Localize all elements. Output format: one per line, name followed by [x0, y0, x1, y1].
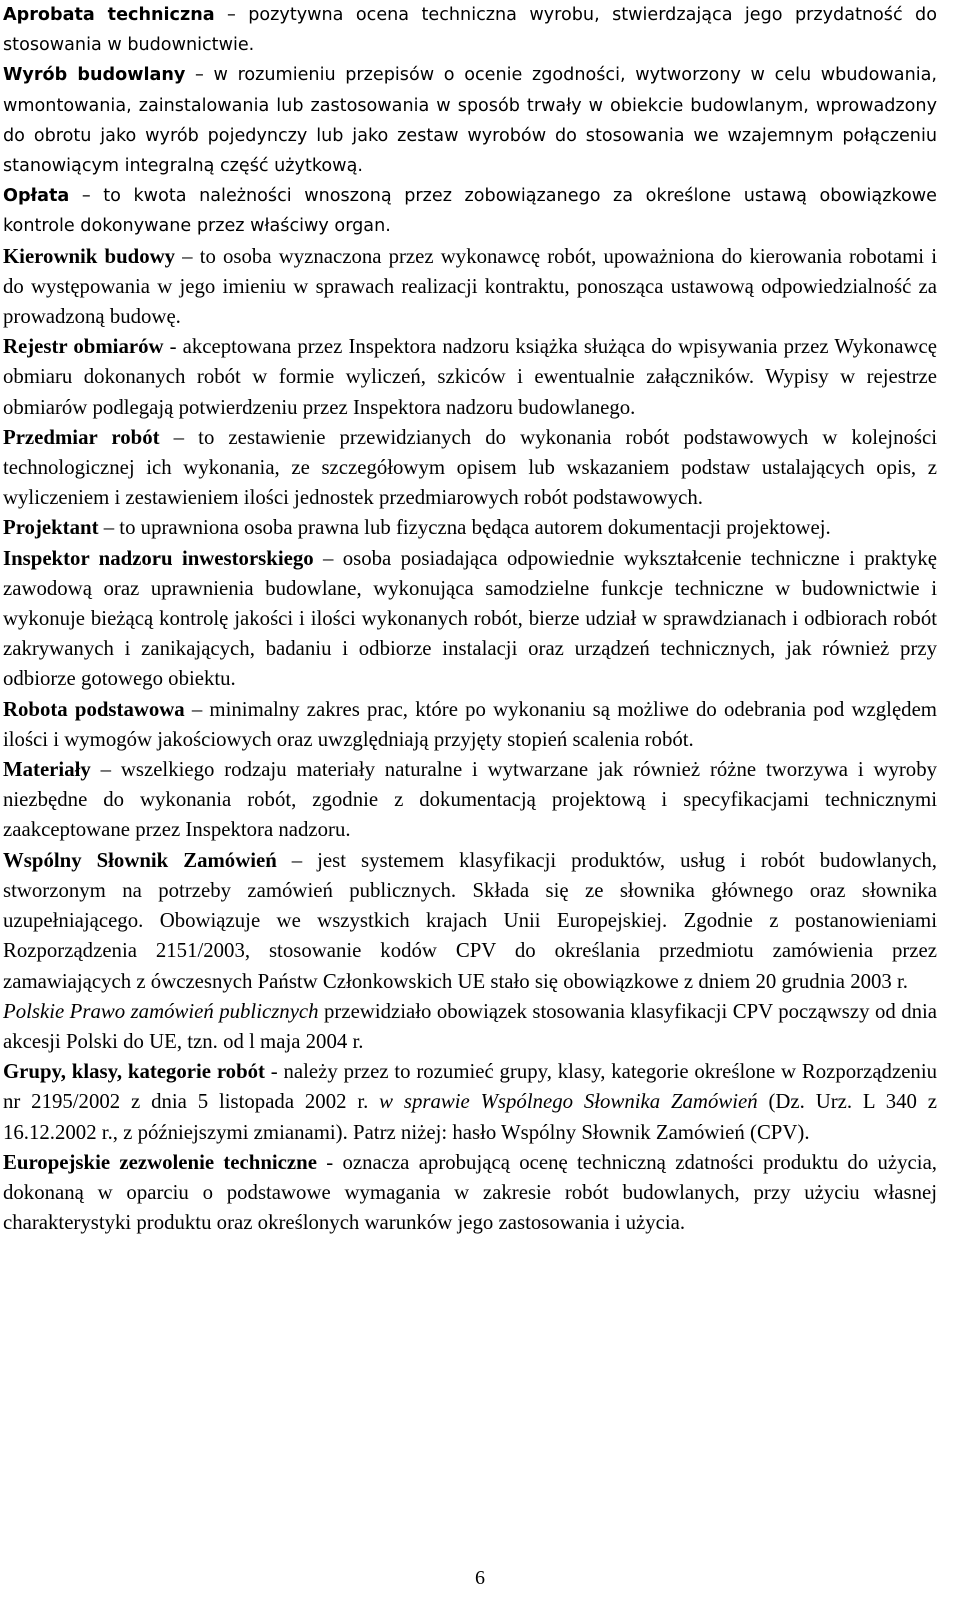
- definition-materialy: [3, 755, 937, 846]
- definition-europejskie-zezwolenie: [3, 1148, 937, 1239]
- definition-term: Kierownik budowy: [3, 244, 176, 268]
- definition-term: Rejestr obmiarów: [3, 335, 164, 359]
- definition-text: – to kwota należności wnoszoną przez zobowiązanego za określone ustawą obowiązkowe kontrole dokonywane przez właściwy organ.: [3, 186, 937, 237]
- definition-text: - oznacza aprobującą ocenę techniczną zdatności produktu do użycia, dokonaną w oparciu o podstawowe wymagania w zakresie robót budowlanych, przy użyciu własnej charakterystyki produktu oraz określonych warunków jego zastosowania i użycia.: [3, 1150, 937, 1235]
- definition-text: – jest systemem klasyfikacji produktów, usług i robót budowlanych, stworzonym na potrzeby zamówień publicznych. Składa się ze słownika głównego oraz słownika uzupełniającego. Obowiązuje we wszystkich krajach Unii Europejskiej. Zgodnie z postanowieniami Rozporządzenia 2151/2003, stosowanie kodów CPV do określania przedmiotu zamówienia przez zamawiających z ówczesnych Państw Członkowskich UE stało się obowiązkowe z dniem 20 grudnia 2003 r.: [3, 848, 937, 993]
- definition-term: Inspektor nadzoru inwestorskiego: [3, 546, 314, 570]
- page-number: 6: [475, 1567, 485, 1589]
- definition-text: – to zestawienie przewidzianych do wykonania robót podstawowych w kolejności technologicznej ich wykonania, ze szczegółowym opisem lub wskazaniem podstaw ustalających opis, z wyliczeniem i zestawieniem ilości jednostek przedmiarowych robót podstawowych.: [3, 425, 937, 510]
- definition-term: Robota podstawowa: [3, 697, 185, 721]
- definition-aprobata-techniczna: [3, 0, 937, 60]
- definition-text: – minimalny zakres prac, które po wykonaniu są możliwe do odebrania pod względem ilości i wymogów jakościowych oraz uwzględniają przyjęty stopień scalenia robót.: [3, 697, 937, 751]
- paragraph-text: przewidziało obowiązek stosowania klasyfikacji CPV począwszy od dnia akcesji Polski do UE, tzn. od l maja 2004 r.: [3, 999, 937, 1053]
- definition-term: Aprobata techniczna: [3, 5, 215, 25]
- definition-text: – to uprawniona osoba prawna lub fizyczna będąca autorem dokumentacji projektowej.: [98, 516, 831, 540]
- definition-wyrob-budowlany: [3, 60, 937, 181]
- definition-term: Materiały: [3, 758, 91, 782]
- definition-term: Przedmiar robót: [3, 425, 160, 449]
- definition-robota-podstawowa: [3, 695, 937, 755]
- definition-przedmiar-robot: [3, 423, 937, 514]
- definition-term: Wspólny Słownik Zamówień: [3, 848, 277, 872]
- italic-lead: Polskie Prawo zamówień publicznych: [3, 999, 319, 1023]
- definition-text: – pozytywna ocena techniczna wyrobu, stwierdzająca jego przydatność do stosowania w budownictwie.: [3, 5, 937, 56]
- definition-projektant: [3, 513, 937, 543]
- definition-text: - akceptowana przez Inspektora nadzoru książka służąca do wpisywania przez Wykonawcę obmiaru dokonanych robót w formie wyliczeń, szkiców i ewentualnie załączników. Wypisy w rejestrze obmiarów podlegają potwierdzeniu przez Inspektora nadzoru budowlanego.: [3, 335, 938, 419]
- definition-inspektor-nadzoru: [3, 544, 937, 695]
- definition-wspolny-slownik-zamowien: [3, 846, 937, 997]
- document-body: [3, 0, 937, 1238]
- definition-term: Wyrób budowlany: [3, 65, 186, 86]
- italic-regulation-title: w sprawie Wspólnego Słownika Zamówień: [379, 1090, 758, 1114]
- definition-term: Opłata: [3, 186, 70, 207]
- definition-text: - należy przez to rozumieć grupy, klasy, kategorie określone w Rozporządzeniu nr 2195/2002 z dnia 5 listopada 2002 r.: [3, 1060, 937, 1114]
- definition-text-continued: (Dz. Urz. L 340 z 16.12.2002 r., z późniejszymi zmianami). Patrz niżej: hasło Wspólny Słownik Zamówień (CPV).: [3, 1090, 937, 1144]
- definition-oplata: [3, 181, 937, 241]
- paragraph-prawo-zamowien: [3, 997, 937, 1057]
- definition-rejestr-obmiarow: [3, 332, 937, 423]
- definition-term: Grupy, klasy, kategorie robót: [3, 1060, 265, 1084]
- definition-text: – w rozumieniu przepisów o ocenie zgodności, wytworzony w celu wbudowania, wmontowania, zainstalowania lub zastosowania w sposób trwały w obiekcie budowlanym, wprowadzony do obrotu jako wyrób pojedynczy lub jako zestaw wyrobów do stosowania we wzajemnym połączeniu stanowiącym integralną część użytkową.: [3, 65, 937, 177]
- definition-term: Europejskie zezwolenie techniczne: [3, 1150, 317, 1174]
- definition-term: Projektant: [3, 516, 99, 540]
- definition-text: – wszelkiego rodzaju materiały naturalne i wytwarzane jak również różne tworzywa i wyroby niezbędne do wykonania robót, zgodnie z dokumentacją projektową i specyfikacjami technicznymi zaakceptowane przez Inspektora nadzoru.: [3, 758, 937, 842]
- definition-grupy-klasy-kategorie: [3, 1057, 937, 1148]
- definition-kierownik-budowy: [3, 242, 937, 333]
- definition-text: – osoba posiadająca odpowiednie wykształcenie techniczne i praktykę zawodową oraz uprawnienia budowlane, wykonująca samodzielne funkcje techniczne w budownictwie i wykonuje bieżącą kontrolę jakości i ilości wykonanych robót, bierze udział w sprawdzianach i odbiorach robót zakrywanych i zanikających, badaniu i odbiorze instalacji oraz urządzeń technicznych, jak również przy odbiorze gotowego obiektu.: [3, 546, 937, 691]
- definition-text: – to osoba wyznaczona przez wykonawcę robót, upoważniona do kierowania robotami i do występowania w jego imieniu w sprawach realizacji kontraktu, ponosząca ustawową odpowiedzialność za prowadzoną budowę.: [3, 244, 937, 329]
